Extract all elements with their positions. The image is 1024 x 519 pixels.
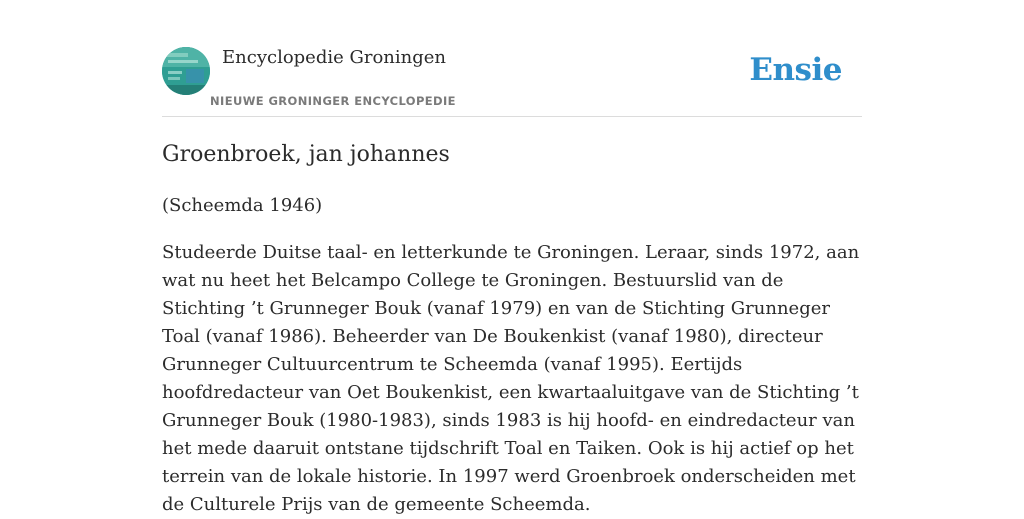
article-body: Studeerde Duitse taal- en letterkunde te Groningen. Leraar, sinds 1972, aan wat nu heet het Belcampo College te Groningen. Bestuurslid van de Stichting ’t Grunneger Bouk (vanaf 1979) en van de Stichting Grunneger Toal (vanaf 1986). Beheerder van De Boukenkist (vanaf 1980), directeur Grunneger Cultuurcentrum te Scheemda (vanaf 1995). Eertijds hoofdredacteur van Oet Boukenkist, een kwartaaluitgave van de Stichting ’t Grunneger Bouk (1980-1983), sinds 1983 is hij hoofd- en eindredacteur van het mede daaruit ontstane tijdschrift Toal en Taiken. Ook is hij actief op het terrein van de lokale historie. In 1997 werd Groenbroek onderscheiden met de Culturele Prijs van de gemeente Scheemda. [162,242,860,515]
article-lifespan: (Scheemda 1946) [162,195,323,216]
encyclopedie-groningen-logo-icon[interactable] [162,47,210,95]
ensie-brand-link[interactable]: Ensie [749,52,842,88]
site-subtitle: NIEUWE GRONINGER ENCYCLOPEDIE [210,94,456,108]
site-title[interactable]: Encyclopedie Groningen [222,47,447,68]
page-container [162,0,862,515]
site-header [162,0,862,117]
article-title: Groenbroek, jan johannes [162,142,450,167]
